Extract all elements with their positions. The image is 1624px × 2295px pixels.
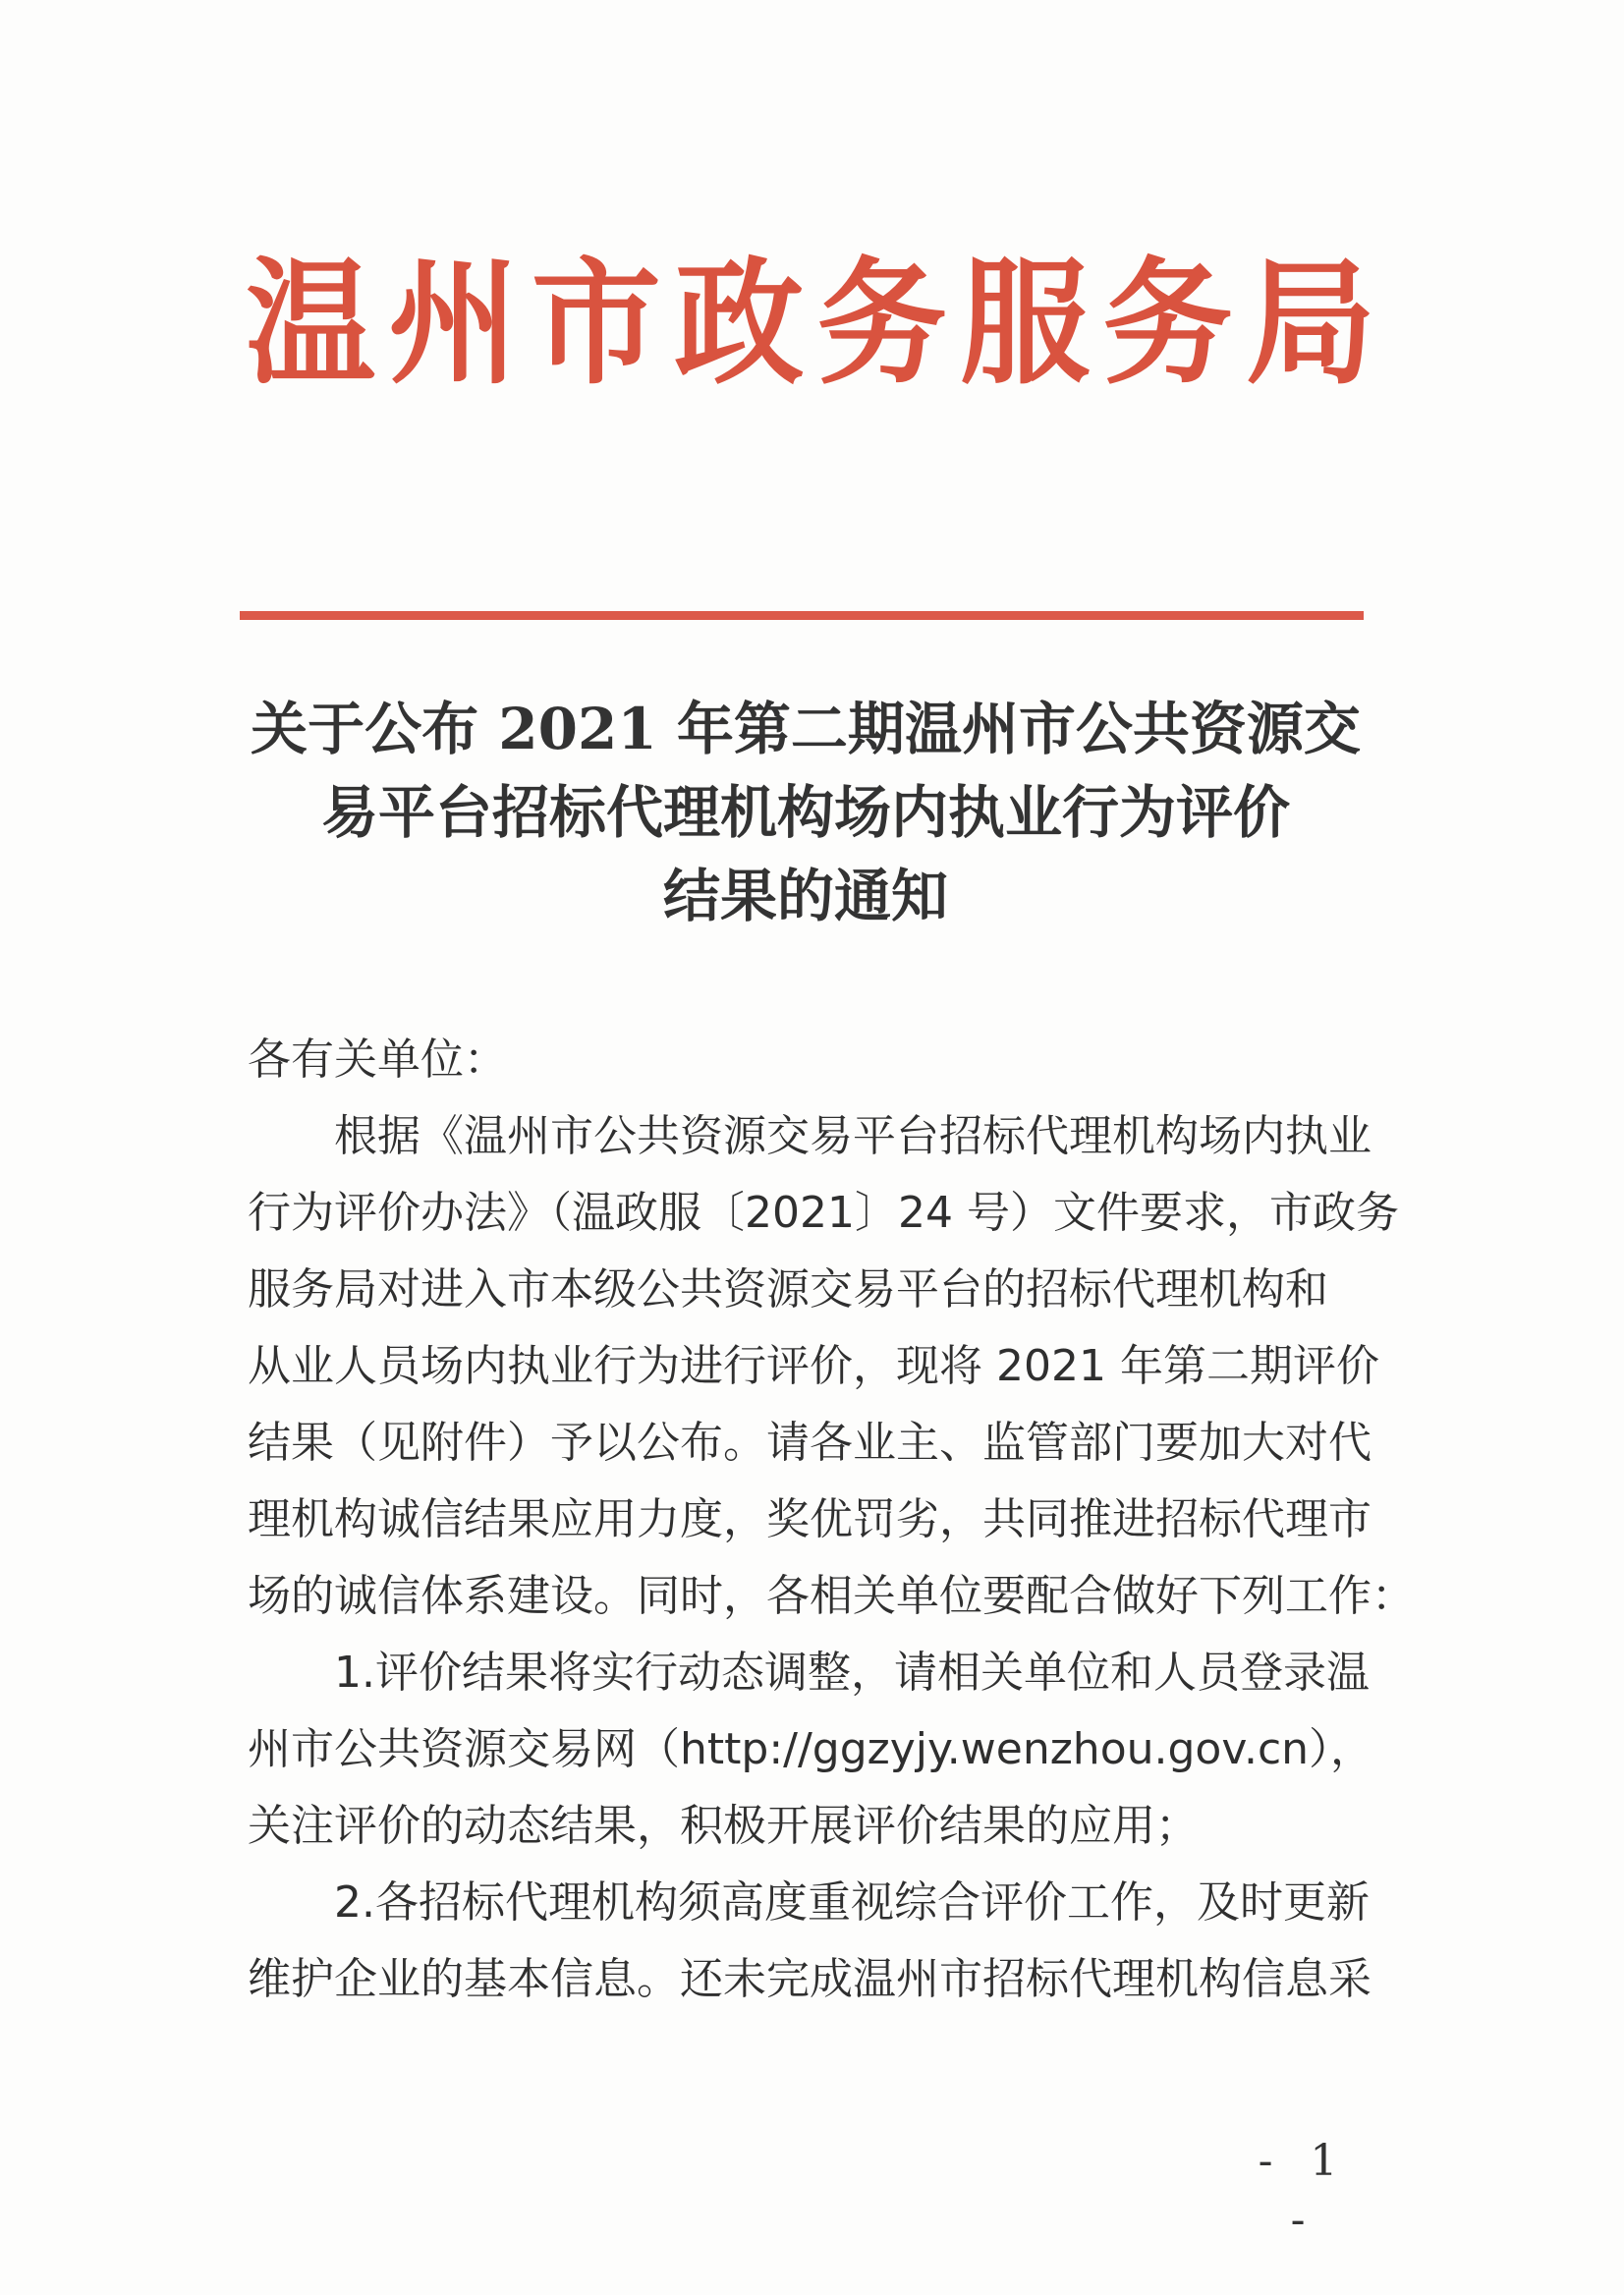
body-line-5: 结果（见附件）予以公布。请各业主、监管部门要加大对代: [248, 1418, 1372, 1468]
letterhead-char: 州: [388, 244, 519, 404]
document-body: [248, 1022, 1415, 2018]
letterhead-char: 局: [1245, 244, 1375, 404]
letterhead-char: 务: [1102, 244, 1233, 404]
title-line-2: 易平台招标代理机构场内执业行为评价: [320, 779, 1290, 846]
document-title: [236, 688, 1375, 938]
list-item-1-line-2: 州市公共资源交易网（http://ggzyjy.wenzhou.gov.cn），: [248, 1724, 1374, 1774]
letterhead-char: 服: [960, 244, 1091, 404]
list-item-2-line-2: 维护企业的基本信息。还未完成温州市招标代理机构信息采: [248, 1954, 1372, 2004]
body-line-3: 服务局对进入市本级公共资源交易平台的招标代理机构和: [248, 1264, 1328, 1315]
salutation: 各有关单位：: [248, 1035, 507, 1085]
body-line-1: 根据《温州市公共资源交易平台招标代理机构场内执业: [334, 1111, 1372, 1161]
letterhead-char: 市: [531, 244, 661, 404]
list-item-1-line-1: 1.评价结果将实行动态调整，请相关单位和人员登录温: [334, 1648, 1370, 1698]
title-line-1: 关于公布 2021 年第二期温州市公共资源交: [251, 696, 1361, 762]
body-line-2: 行为评价办法》（温政服〔2021〕24 号）文件要求，市政务: [248, 1188, 1399, 1238]
letterhead-org-name: [246, 246, 1375, 403]
body-line-4: 从业人员场内执业行为进行评价，现将 2021 年第二期评价: [248, 1341, 1379, 1391]
letterhead-char: 政: [674, 244, 805, 404]
body-line-6: 理机构诚信结果应用力度，奖优罚劣，共同推进招标代理市: [248, 1494, 1372, 1544]
body-line-7: 场的诚信体系建设。同时，各相关单位要配合做好下列工作：: [248, 1571, 1415, 1621]
list-item-2-line-1: 2.各招标代理机构须高度重视综合评价工作，及时更新: [334, 1877, 1370, 1928]
letterhead-red-rule: [240, 611, 1364, 620]
title-line-3: 结果的通知: [662, 863, 948, 929]
letterhead-char: 务: [816, 244, 947, 404]
list-item-1-line-3: 关注评价的动态结果，积极开展评价结果的应用；: [248, 1801, 1199, 1851]
letterhead-char: 温: [246, 244, 375, 404]
page-number: - 1 -: [1258, 2136, 1350, 2245]
